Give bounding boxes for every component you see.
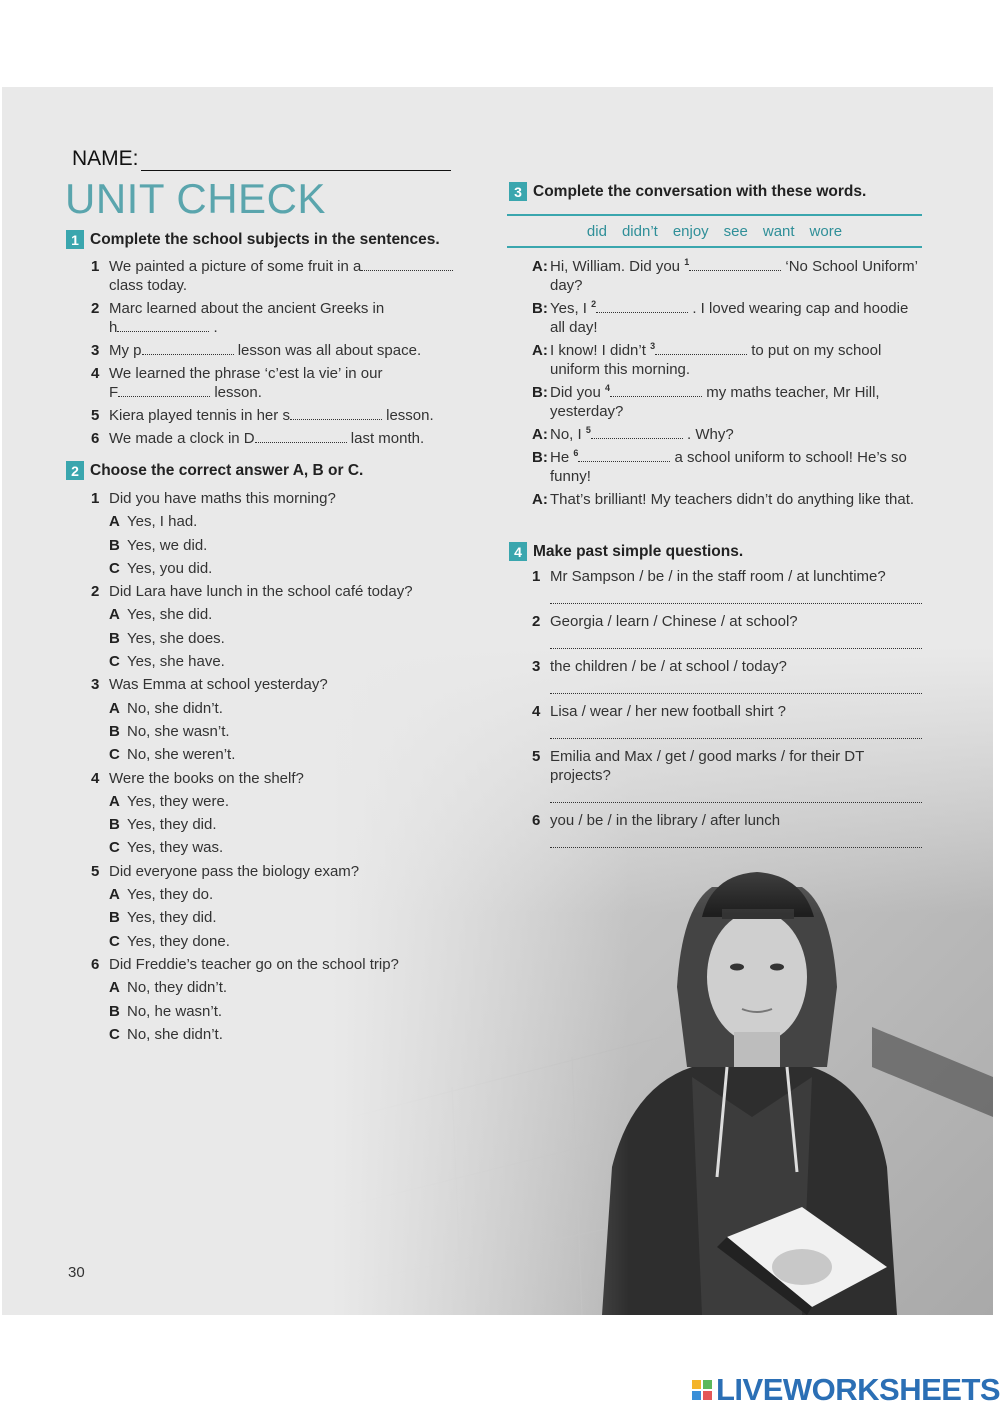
gap-number: 4 [605,383,611,393]
question-text: Was Emma at school yesterday? [109,676,328,694]
option-letter: C [109,839,120,857]
answer-option[interactable] [109,976,471,999]
question-row [532,567,922,586]
question-row [532,702,922,721]
question-item [532,657,922,694]
section1-heading [66,230,440,249]
option-letter: A [109,886,120,904]
option-text: No, they didn’t. [127,979,228,997]
answer-option[interactable] [109,510,471,533]
answer-line[interactable] [550,586,922,604]
item-text: F [109,384,119,401]
answer-gap[interactable] [118,384,210,397]
item-text: We made a clock in D [109,430,255,447]
item-number: 6 [91,430,100,447]
page-title: UNIT CHECK [65,175,326,222]
question-item [532,702,922,739]
list-item [91,257,476,295]
question-item [91,767,471,860]
answer-option[interactable] [109,603,471,626]
section3-heading-text: Complete the conversation with these words. [533,182,867,200]
answer-gap[interactable] [596,300,688,313]
logo-icon [692,1380,712,1400]
gap-number: 1 [684,257,690,267]
option-letter: B [109,629,120,647]
brand-text: LIVEWORKSHEETS [716,1372,1000,1407]
page-number: 30 [68,1264,85,1281]
question-row [532,747,922,785]
answer-gap[interactable] [290,407,382,420]
option-text: Yes, she did. [127,606,213,624]
speaker-label: A: [532,491,548,508]
gap-number: 3 [650,341,656,351]
answer-line[interactable] [550,785,922,803]
answer-option[interactable] [109,650,471,673]
answer-option[interactable] [109,836,471,859]
line-text-before: He [550,449,570,466]
speaker-label: A: [532,342,548,359]
answer-option[interactable] [109,534,471,557]
conversation-line [532,425,922,444]
section4-heading-text: Make past simple questions. [533,542,744,560]
question-number: 5 [91,862,100,880]
option-letter: A [109,699,120,717]
question-number: 6 [91,955,100,973]
option-letter: C [109,653,120,671]
item-number: 5 [91,407,100,424]
option-text: No, she didn’t. [127,1025,223,1043]
section3-badge: 3 [509,182,527,201]
item-text: Kiera played tennis in her s [109,407,290,424]
line-text-after: . I loved wearing cap and hoodie all day! [550,300,909,336]
option-letter: B [109,536,120,554]
conversation-line [532,299,922,337]
question-item [91,860,471,953]
gap-number: 5 [585,425,591,435]
section1-list [91,257,476,448]
word-bank-item: wore [809,222,843,240]
question-number: 4 [532,703,541,720]
item-text: My p [109,342,142,359]
item-number: 3 [91,342,100,359]
section2-heading [66,461,363,480]
conversation-text [550,490,922,509]
question-item [532,811,922,848]
word-bank-item: want [762,222,795,240]
line-text-before: Yes, I [550,300,587,317]
item-text: We learned the phrase ‘c’est la vie’ in our [109,365,383,382]
speaker-label: A: [532,426,548,443]
option-text: Yes, they do. [127,886,214,904]
question-item [91,487,471,580]
section2-heading-text: Choose the correct answer A, B or C. [90,461,364,479]
answer-option[interactable] [109,813,471,836]
question-number: 5 [532,748,541,765]
answer-option[interactable] [109,790,471,813]
section4-badge: 4 [509,542,527,561]
speaker-label: A: [532,258,548,275]
name-blank[interactable] [141,151,451,171]
option-text: Yes, she does. [127,629,225,647]
item-text: Marc learned about the ancient Greeks in [109,300,385,317]
question-item [91,953,471,1046]
conversation-line [532,383,922,421]
question-item [532,747,922,803]
word-bank-item: see [723,222,748,240]
section2-list [91,487,471,1046]
item-text: . [213,319,218,336]
word-bank-item: did [586,222,607,240]
option-letter: B [109,722,120,740]
item-text: last month. [350,430,425,447]
conversation-text [550,383,922,421]
question-text: Did Lara have lunch in the school café today? [109,583,413,601]
option-letter: C [109,1025,120,1043]
line-text-before: Did you [550,384,601,401]
section3-heading [509,182,866,201]
option-letter: B [109,816,120,834]
name-field [72,147,451,171]
answer-option[interactable] [109,557,471,580]
word-bank-item: didn’t [621,222,658,240]
question-text: Did you have maths this morning? [109,490,336,507]
question-number: 3 [91,676,100,694]
question-number: 1 [532,568,541,585]
question-prompt: Georgia / learn / Chinese / at school? [550,613,798,630]
question-row [91,860,471,883]
question-row [532,811,922,830]
question-prompt: Lisa / wear / her new football shirt ? [550,703,786,720]
line-text-before: That’s brilliant! My teachers didn’t do anything like that. [550,491,915,508]
word-box [507,214,922,248]
question-prompt: the children / be / at school / today? [550,658,787,675]
section4-list [532,567,922,856]
item-text: lesson. [386,407,434,424]
section4-heading [509,542,743,561]
question-prompt: Emilia and Max / get / good marks / for their DT projects? [550,748,865,784]
conversation-text [550,425,922,444]
answer-line[interactable] [550,721,922,739]
item-number: 1 [91,258,100,275]
conversation [532,257,922,513]
question-number: 1 [91,490,100,507]
item-text: h [109,319,118,336]
option-text: Yes, they were. [127,792,230,810]
gap-number: 6 [573,448,579,458]
section1-badge: 1 [66,230,84,249]
option-letter: A [109,606,120,624]
answer-gap[interactable] [142,342,234,355]
option-text: Yes, they did. [127,909,217,927]
question-row [91,953,471,976]
line-text-after: ‘No School Uniform’ day? [550,258,918,294]
list-item [91,364,476,402]
answer-gap[interactable] [255,430,347,443]
option-letter: C [109,559,120,577]
option-text: No, she weren’t. [127,746,236,764]
question-number: 4 [91,769,100,787]
line-text-before: No, I [550,426,582,443]
option-text: Yes, they done. [127,932,230,950]
question-item [91,580,471,673]
option-text: Yes, they was. [127,839,224,857]
section1-heading-text: Complete the school subjects in the sentences. [90,230,440,248]
worksheet-page [2,87,993,1315]
speaker-label: B: [532,300,548,317]
question-number: 6 [532,812,541,829]
answer-gap[interactable] [689,258,781,271]
answer-option[interactable] [109,627,471,650]
option-letter: B [109,1002,120,1020]
speaker-label: B: [532,384,548,401]
question-prompt: Mr Sampson / be / in the staff room / at lunchtime? [550,568,886,585]
question-row [91,487,471,510]
list-item [91,299,476,337]
question-item [532,567,922,604]
item-text: We painted a picture of some fruit in a [109,258,362,275]
option-letter: C [109,746,120,764]
option-letter: A [109,792,120,810]
item-text: class today. [109,277,188,294]
question-prompt: you / be / in the library / after lunch [550,812,781,829]
answer-gap[interactable] [361,258,453,271]
answer-option[interactable] [109,697,471,720]
answer-gap[interactable] [578,449,670,462]
conversation-line [532,448,922,486]
conversation-line [532,257,922,295]
question-number: 3 [532,658,541,675]
question-text: Did everyone pass the biology exam? [109,862,360,880]
line-text-after: a school uniform to school! He’s so funny! [550,449,907,485]
word-bank-item: enjoy [672,222,709,240]
line-text-before: I know! I didn’t [550,342,646,359]
answer-line[interactable] [550,631,922,649]
list-item [91,429,476,448]
answer-gap[interactable] [117,319,209,332]
question-item [532,612,922,649]
list-item [91,341,476,360]
answer-option[interactable] [109,930,471,953]
conversation-text [550,257,922,295]
gap-number: 2 [591,299,597,309]
option-text: Yes, you did. [127,559,213,577]
line-text-before: Hi, William. Did you [550,258,681,275]
answer-option[interactable] [109,720,471,743]
line-text-after: my maths teacher, Mr Hill, yesterday? [550,384,880,420]
answer-gap[interactable] [591,426,683,439]
section2-badge: 2 [66,461,84,480]
question-number: 2 [532,613,541,630]
option-letter: C [109,932,120,950]
conversation-text [550,448,922,486]
speaker-label: B: [532,449,548,466]
option-text: Yes, they did. [127,816,217,834]
answer-line[interactable] [550,676,922,694]
question-row [91,673,471,696]
answer-option[interactable] [109,1023,471,1046]
answer-option[interactable] [109,906,471,929]
option-letter: A [109,979,120,997]
item-number: 4 [91,365,100,382]
answer-option[interactable] [109,883,471,906]
conversation-line [532,490,922,509]
item-number: 2 [91,300,100,317]
option-text: Yes, she have. [127,653,225,671]
question-number: 2 [91,583,100,601]
list-item [91,406,476,425]
item-text: lesson. [214,384,262,401]
answer-line[interactable] [550,830,922,848]
option-text: Yes, I had. [127,513,198,531]
liveworksheets-logo[interactable] [692,1372,1000,1408]
conversation-line [532,341,922,379]
option-text: No, she didn’t. [127,699,223,717]
answer-gap[interactable] [610,384,702,397]
question-row [91,580,471,603]
option-letter: B [109,909,120,927]
question-text: Did Freddie’s teacher go on the school trip? [109,955,399,973]
answer-gap[interactable] [655,342,747,355]
question-row [91,767,471,790]
line-text-after: to put on my school uniform this morning. [550,342,882,378]
name-label: NAME: [72,147,139,170]
question-row [532,657,922,676]
question-item [91,673,471,766]
option-text: No, he wasn’t. [127,1002,223,1020]
option-text: No, she wasn’t. [127,722,230,740]
answer-option[interactable] [109,1000,471,1023]
question-row [532,612,922,631]
option-letter: A [109,513,120,531]
line-text-after: . Why? [687,426,734,443]
answer-option[interactable] [109,743,471,766]
conversation-text [550,341,922,379]
conversation-text [550,299,922,337]
option-text: Yes, we did. [127,536,208,554]
question-text: Were the books on the shelf? [109,769,304,787]
item-text: lesson was all about space. [237,342,422,359]
